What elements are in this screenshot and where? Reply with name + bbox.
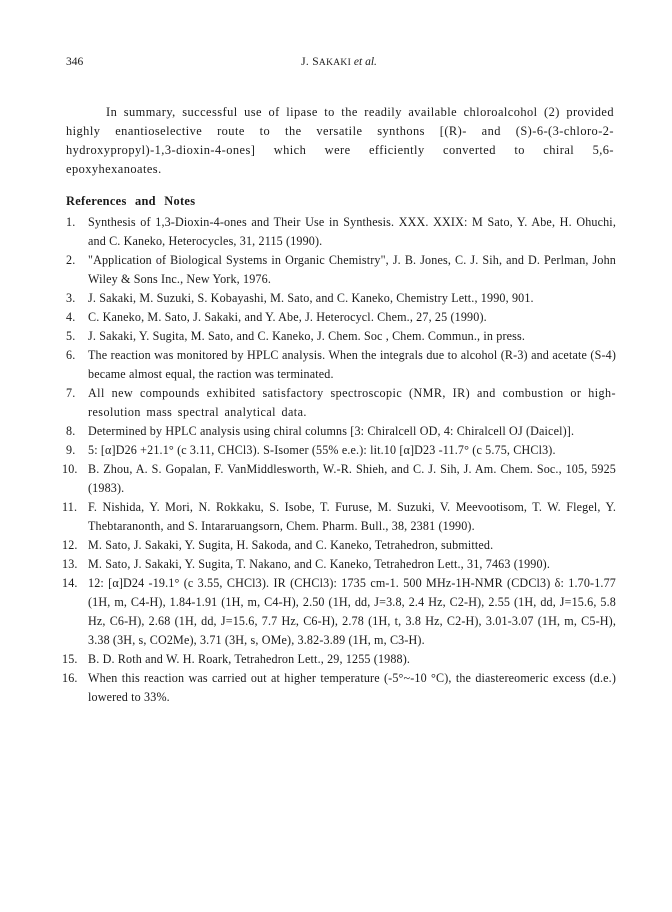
reference-text: M. Sato, J. Sakaki, Y. Sugita, H. Sakoda, and C. Kaneko, Tetrahedron, submitted. xyxy=(88,538,494,552)
reference-number: 6. xyxy=(66,348,76,362)
reference-number: 2. xyxy=(66,253,76,267)
reference-number: 13. xyxy=(62,557,78,571)
reference-text: All new compounds exhibited satisfactory spectroscopic (NMR, IR) and combustion or high-resolution mass spectral analytical data. xyxy=(88,386,616,419)
reference-text: 12: [α]D24 -19.1° (c 3.55, CHCl3). IR (CHCl3): 1735 cm-1. 500 MHz-1H-NMR (CDCl3) δ: 1.70-1.77 (1H, m, C4-H), 1.84-1.91 (1H, m, C4-H), 2.50 (1H, dd, J=3.8, 2.4 Hz, C2-H), 2.55 (1H, dd, J=15.6, 5.8 Hz, C6-H), 2.68 (1H, dd, J=15.6, 7.7 Hz, C6-H), 2.78 (1H, t, 3.8 Hz, C2-H), 3.01-3.07 (1H, m, C5-H), 3.38 (3H, s, CO2Me), 3.71 (3H, s, OMe), 3.82-3.89 (1H, m, C3-H). xyxy=(88,576,616,647)
reference-text: F. Nishida, Y. Mori, N. Rokkaku, S. Isobe, T. Furuse, M. Suzuki, V. Meevootisom, T. W. Flegel, Y. Thebtaranonth, and S. Intararuangsorn, Chem. Pharm. Bull., 38, 2381 (1990). xyxy=(88,500,616,533)
running-head-author-rest: AKAKI xyxy=(318,58,352,68)
running-head-et-al: et al. xyxy=(353,56,377,68)
reference-text: B. Zhou, A. S. Gopalan, F. VanMiddlesworth, W.-R. Shieh, and C. J. Sih, J. Am. Chem. Soc., 105, 5925 (1983). xyxy=(88,462,616,495)
reference-number: 1. xyxy=(66,215,76,229)
reference-number: 9. xyxy=(66,443,76,457)
reference-text: C. Kaneko, M. Sato, J. Sakaki, and Y. Abe, J. Heterocycl. Chem., 27, 25 (1990). xyxy=(88,310,487,324)
reference-item xyxy=(66,308,616,327)
reference-number: 15. xyxy=(62,652,78,666)
reference-text: The reaction was monitored by HPLC analysis. When the integrals due to alcohol (R-3) and acetate (S-4) became almost equal, the raction was terminated. xyxy=(88,348,616,381)
summary-paragraph: In summary, successful use of lipase to the readily available chloroalcohol (2) provided highly enantioselective route to the versatile synthons [(R)- and (S)-6-(3-chloro-2-hydroxypropyl)-1,3-dioxin-4-ones] which were efficiently converted to chiral 5,6-epoxyhexanoates. xyxy=(66,105,614,176)
reference-item xyxy=(66,346,616,384)
reference-text: J. Sakaki, Y. Sugita, M. Sato, and C. Kaneko, J. Chem. Soc , Chem. Commun., in press. xyxy=(88,329,526,343)
reference-number: 14. xyxy=(62,576,78,590)
reference-text: B. D. Roth and W. H. Roark, Tetrahedron Lett., 29, 1255 (1988). xyxy=(88,652,411,666)
reference-item xyxy=(66,441,616,460)
reference-number: 12. xyxy=(62,538,78,552)
reference-item xyxy=(62,650,616,669)
reference-text: J. Sakaki, M. Suzuki, S. Kobayashi, M. Sato, and C. Kaneko, Chemistry Lett., 1990, 901. xyxy=(88,291,534,305)
reference-item xyxy=(62,536,616,555)
reference-number: 11. xyxy=(62,500,78,514)
page-header xyxy=(66,56,612,72)
reference-text: 5: [α]D26 +21.1° (c 3.11, CHCl3). S-Isomer (55% e.e.): lit.10 [α]D23 -11.7° (c 5.75, CHCl3). xyxy=(88,443,556,457)
reference-item xyxy=(62,498,616,536)
reference-item xyxy=(66,327,616,346)
reference-number: 10. xyxy=(62,462,78,476)
reference-number: 3. xyxy=(66,291,76,305)
running-head-author-initial: J. S xyxy=(301,56,319,68)
reference-item xyxy=(66,289,616,308)
reference-item xyxy=(66,384,616,422)
page-number: 346 xyxy=(66,56,84,68)
reference-item xyxy=(62,460,616,498)
reference-item xyxy=(66,251,616,289)
reference-text: M. Sato, J. Sakaki, Y. Sugita, T. Nakano, and C. Kaneko, Tetrahedron Lett., 31, 7463 (1990). xyxy=(88,557,551,571)
reference-number: 8. xyxy=(66,424,76,438)
reference-text: When this reaction was carried out at higher temperature (-5°~-10 °C), the diastereomeric excess (d.e.) lowered to 33%. xyxy=(88,671,616,704)
reference-number: 16. xyxy=(62,671,78,685)
reference-number: 5. xyxy=(66,329,76,343)
references-list xyxy=(62,213,616,707)
reference-item xyxy=(62,574,616,650)
references-heading: References and Notes xyxy=(66,194,196,208)
reference-number: 7. xyxy=(66,386,76,400)
running-head xyxy=(66,56,612,68)
reference-number: 4. xyxy=(66,310,76,324)
reference-text: "Application of Biological Systems in Organic Chemistry", J. B. Jones, C. J. Sih, and D. Perlman, John Wiley & Sons Inc., New York, 1976. xyxy=(88,253,616,286)
reference-text: Synthesis of 1,3-Dioxin-4-ones and Their Use in Synthesis. XXX. XXIX: M Sato, Y. Abe, H. Ohuchi, and C. Kaneko, Heterocycles, 31, 2115 (1990). xyxy=(88,215,616,248)
reference-item xyxy=(62,555,616,574)
reference-item xyxy=(62,669,616,707)
reference-item xyxy=(66,422,616,441)
reference-text: Determined by HPLC analysis using chiral columns [3: Chiralcell OD, 4: Chiralcell OJ (Daicel)]. xyxy=(88,424,575,438)
reference-item xyxy=(66,213,616,251)
